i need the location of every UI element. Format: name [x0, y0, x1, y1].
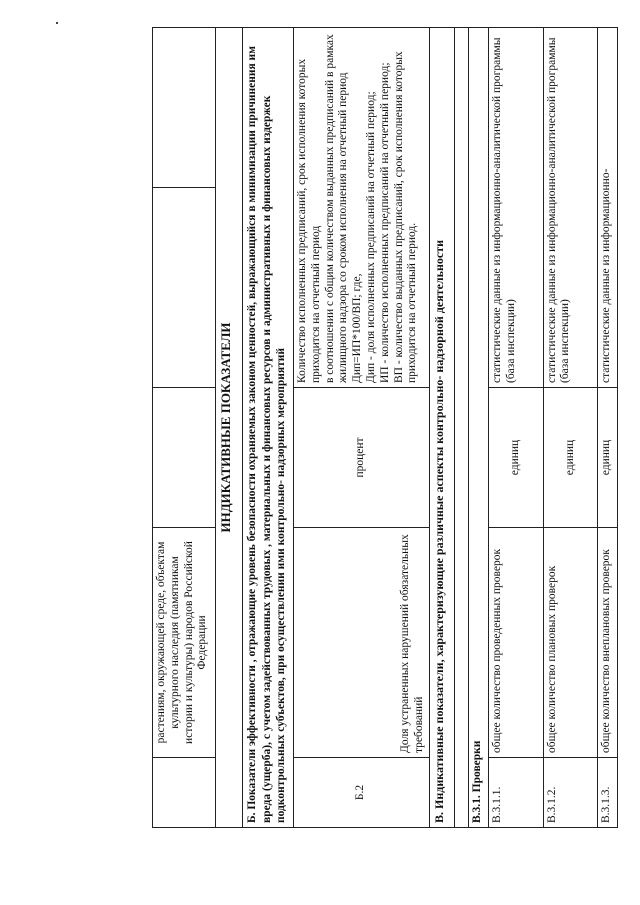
row-source: статистические данные из информационно-аналитической программы (база инспекции) — [489, 28, 544, 388]
subsection-row — [469, 28, 489, 828]
row-unit: процент — [293, 388, 429, 528]
formula-line: ВП - количество выданных предписаний, срок исполнения которых приходится на отчетный период. — [392, 51, 419, 383]
row-unit: единиц — [543, 388, 598, 528]
table-row — [543, 28, 598, 828]
continuation-line: культурного наследия (памятникам — [168, 556, 181, 729]
continuation-line: истории и культуры) народов Российской — [182, 541, 195, 744]
row-name: общее количество плановых проверок — [543, 528, 598, 758]
row-source: статистические данные из информационно- — [598, 28, 618, 388]
row-name: Доля устраненных нарушений обязательных требований — [293, 528, 429, 758]
row-code: Б.2 — [293, 758, 429, 828]
section-title-row — [216, 28, 243, 828]
continuation-row — [153, 28, 216, 828]
formula-line: Дип=ИП*100/ВП; где, — [351, 273, 364, 383]
row-formula — [293, 28, 429, 388]
section-b-heading: Б. Показатели эффективности , отражающие уровень безопасности охраняемых законом ценностей, выражающийся в минимизации причинения им вреда (ущерба), с учетом задействованных трудовых , материальных и финансовых ресурсов и административных и финансовых издержек подконтрольных субъектов, при осуществлении ими контрольно- надзорных мероприятий — [243, 28, 294, 828]
formula-line: Дип - доля исполненных предписаний на отчетный период; — [364, 91, 377, 383]
section-v-heading: В. Индикативные показатели, характеризующие различные аспекты контрольно- надзорной деятельности — [429, 28, 454, 828]
formula-line: в соотношении с общим количеством выданных предписаний в рамках жилищного надзора со сроком исполнения на отчетный период — [323, 34, 350, 383]
section-v-row — [429, 28, 454, 828]
formula-line: ИП - количество исполненных предписаний на отчетный период; — [378, 62, 391, 383]
row-unit: единиц — [489, 388, 544, 528]
row-code: В.3.1.1. — [489, 758, 544, 828]
row-b2 — [293, 28, 429, 828]
row-unit: единиц — [598, 388, 618, 528]
continuation-empty-cell — [153, 28, 216, 188]
section-title: ИНДИКАТИВНЫЕ ПОКАЗАТЕЛИ — [216, 28, 243, 828]
continuation-line: растениям, окружающей среде, объектам — [155, 541, 167, 744]
spacer-cell — [454, 28, 469, 828]
table-row — [489, 28, 544, 828]
row-name: общее количество внеплановых проверок — [598, 528, 618, 758]
row-source: статистические данные из информационно-аналитической программы (база инспекции) — [543, 28, 598, 388]
continuation-code-cell — [153, 758, 216, 828]
continuation-empty-cell — [153, 388, 216, 528]
table-row — [598, 28, 618, 828]
continuation-line: Федерации — [196, 615, 209, 670]
row-code: В.3.1.2. — [543, 758, 598, 828]
rotated-page — [152, 28, 618, 828]
section-b-row — [243, 28, 294, 828]
row-name: общее количество проведенных проверок — [489, 528, 544, 758]
continuation-text-cell — [153, 528, 216, 758]
indicators-table — [152, 27, 618, 828]
formula-line: Количество исполненных предписаний, срок исполнения которых приходится на отчетный период — [295, 58, 322, 383]
scan-speck — [56, 22, 58, 24]
row-code: В.3.1.3. — [598, 758, 618, 828]
continuation-empty-cell — [153, 188, 216, 388]
spacer-row — [454, 28, 469, 828]
subsection-heading: В.3.1. Проверки — [469, 28, 489, 828]
